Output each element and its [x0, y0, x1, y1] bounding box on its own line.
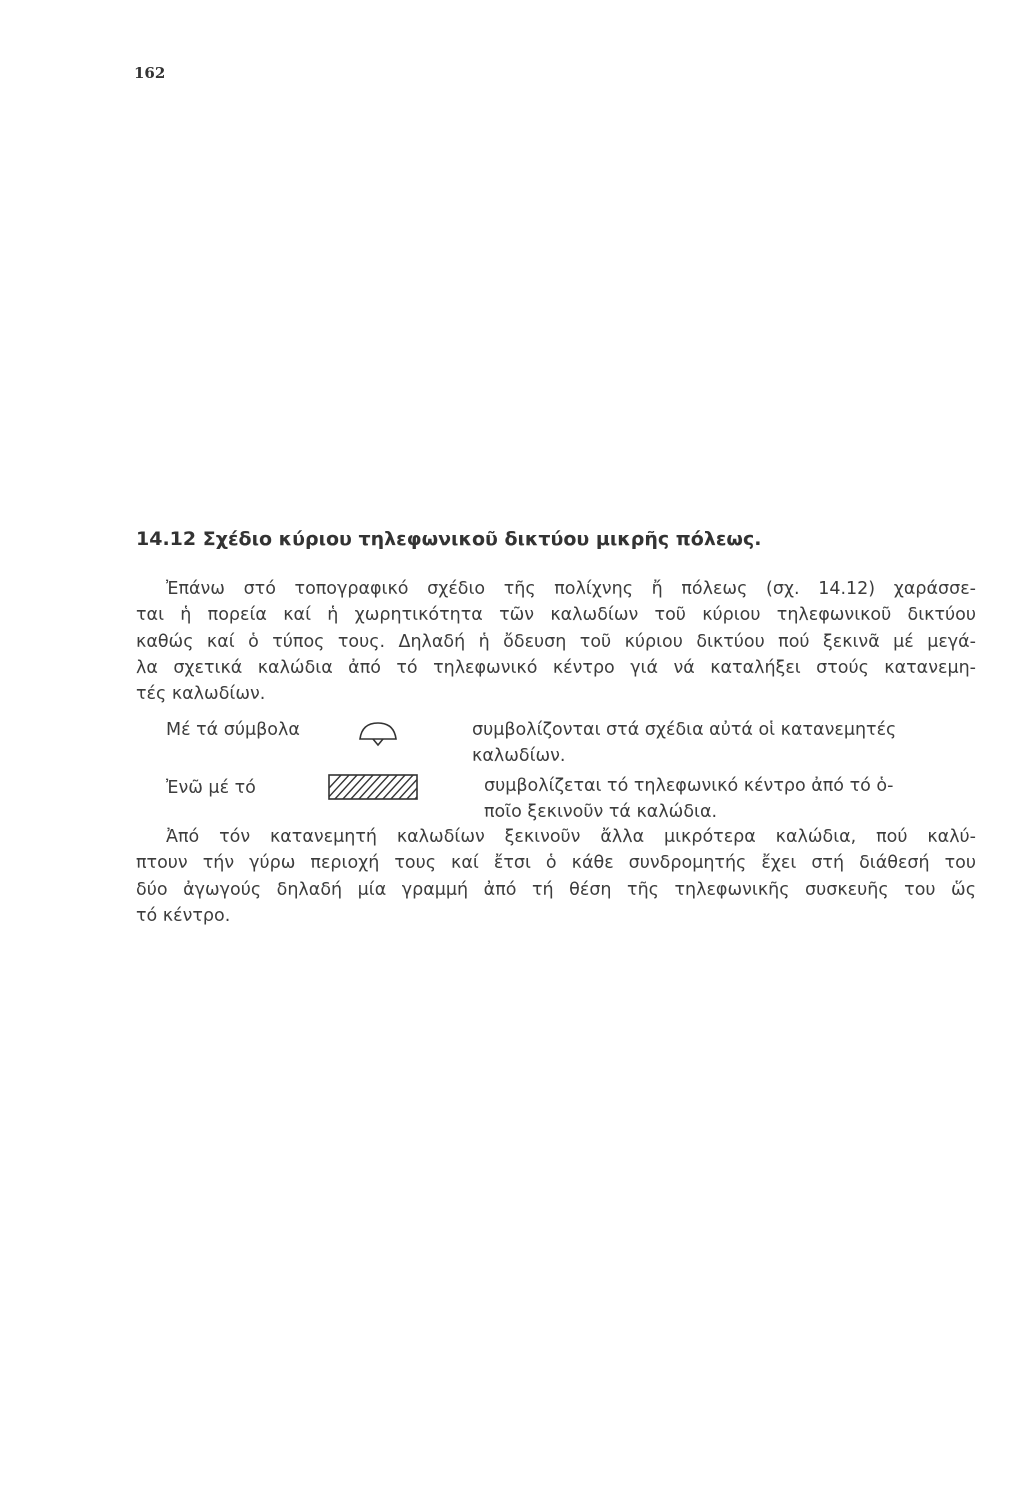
paragraph-line: τές καλωδίων. [136, 684, 266, 705]
distributor-symbol-label: Μέ τά σύμβολα [166, 720, 300, 740]
page-number: 162 [134, 64, 166, 82]
cable-distributor-symbol-icon [356, 719, 400, 747]
description-line: συμβολίζονται στά σχέδια αὐτά οἱ κατανεμητές [472, 720, 897, 740]
paragraph-line: καθώς καί ὁ τύπος τους. Δηλαδή ἡ ὄδευση τοῦ κύριου δικτύου πού ξεκινᾶ μέ μεγά- [136, 631, 976, 652]
paragraph-line: πτουν τήν γύρω περιοχή τους καί ἔτσι ὁ κάθε συνδρομητής ἔχει στή διάθεσή του [136, 853, 976, 874]
paragraph-line: Ἐπάνω στό τοπογραφικό σχέδιο τῆς πολίχνης ἤ πόλεως (σχ. 14.12) χαράσσε- [166, 579, 976, 599]
intro-paragraph [136, 576, 976, 707]
section-heading: 14.12 Σχέδιο κύριου τηλεφωνικοῦ δικτύου μικρῆς πόλεως. [136, 528, 762, 550]
paragraph-line: δύο ἀγωγούς δηλαδή μία γραμμή ἀπό τή θέση τῆς τηλεφωνικῆς συσκευῆς του ὥς [136, 879, 976, 900]
description-line: καλωδίων. [472, 746, 566, 766]
exchange-symbol-description [484, 773, 893, 825]
distributor-symbol-description [472, 717, 896, 769]
description-line: ποῖο ξεκινοῦν τά καλώδια. [484, 802, 718, 822]
closing-paragraph [136, 824, 976, 929]
description-line: συμβολίζεται τό τηλεφωνικό κέντρο ἀπό τό ὁ- [484, 776, 894, 796]
paragraph-line: Ἀπό τόν κατανεμητή καλωδίων ξεκινοῦν ἄλλα μικρότερα καλώδια, πού καλύ- [166, 827, 976, 847]
paragraph-line: ται ἡ πορεία καί ἡ χωρητικότητα τῶν καλωδίων τοῦ κύριου τηλεφωνικοῦ δικτύου [136, 605, 976, 626]
hatched-exchange-symbol-icon [328, 774, 418, 800]
paragraph-line: τό κέντρο. [136, 905, 231, 926]
paragraph-line: λα σχετικά καλώδια ἀπό τό τηλεφωνικό κέντρο γιά νά καταλήξει στούς κατανεμη- [136, 657, 976, 678]
exchange-symbol-label: Ἐνῶ μέ τό [166, 778, 256, 798]
